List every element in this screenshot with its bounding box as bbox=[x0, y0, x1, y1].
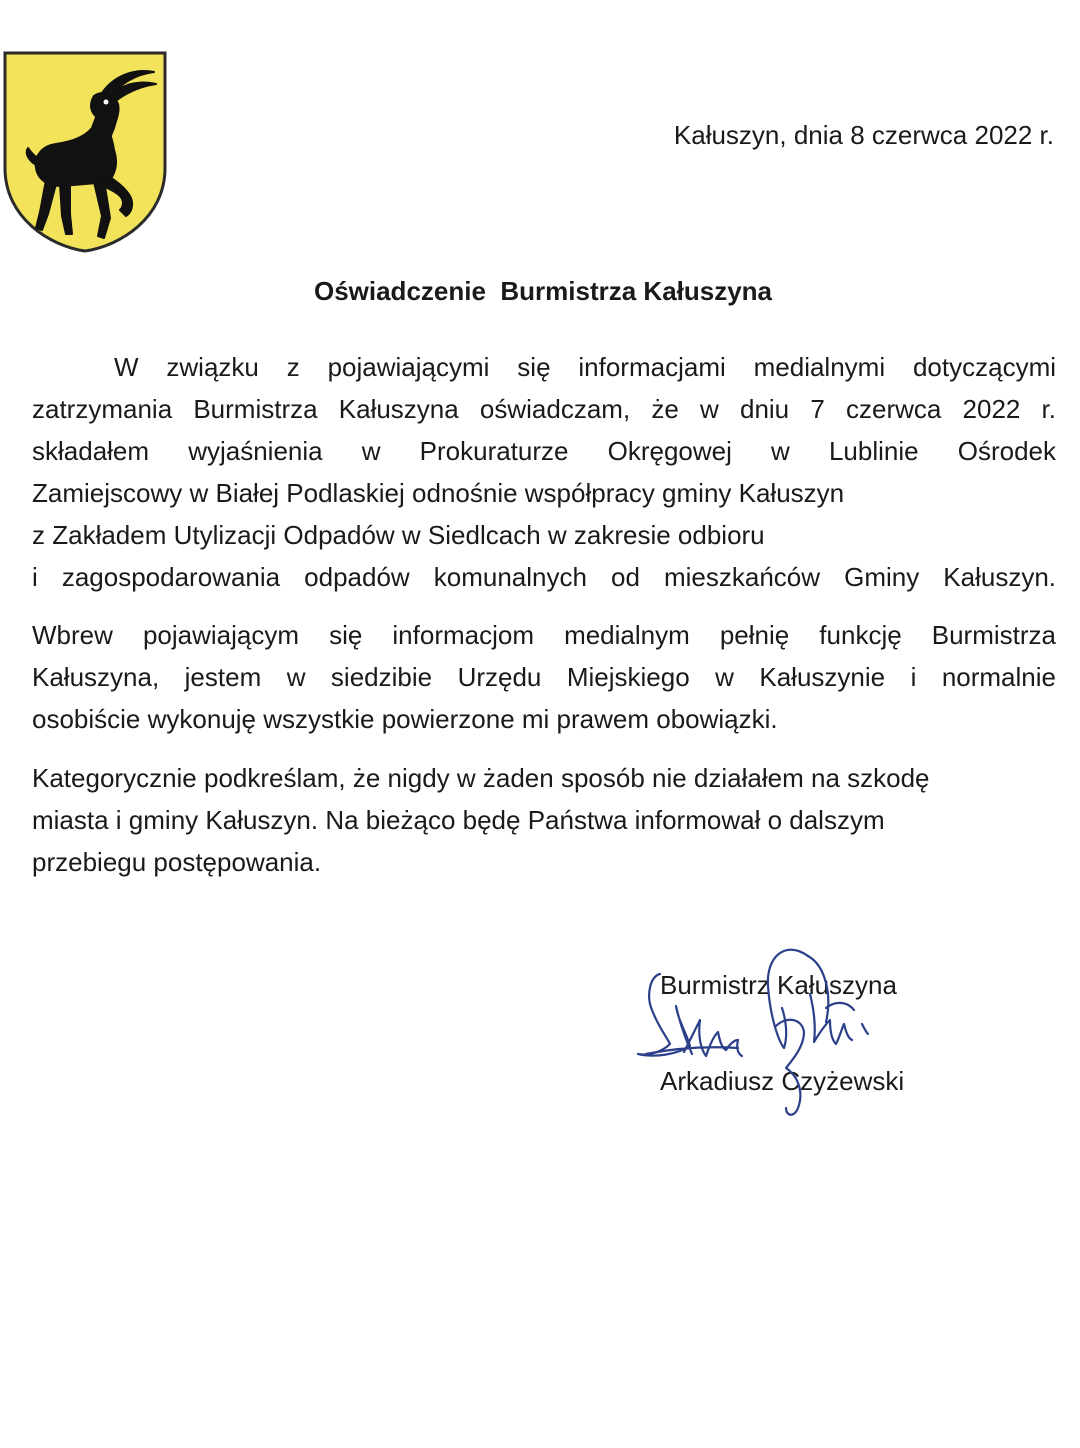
paragraph-line: Zamiejscowy w Białej Podlaskiej odnośnie współpracy gminy Kałuszyn bbox=[32, 478, 845, 508]
paragraph-3 bbox=[32, 757, 1056, 883]
signatory-name: Arkadiusz Czyżewski bbox=[660, 1066, 905, 1096]
paragraph-line: z Zakładem Utylizacji Odpadów w Siedlcach w zakresie odbioru bbox=[32, 520, 765, 550]
paragraph-2 bbox=[32, 614, 1056, 740]
paragraph-line: osobiście wykonuję wszystkie powierzone mi prawem obowiązki. bbox=[32, 704, 778, 734]
paragraph-line: W związku z pojawiającymi się informacjami medialnymi dotyczącymi bbox=[114, 352, 1056, 382]
paragraph-line: Wbrew pojawiającym się informacjom medialnym pełnię funkcję Burmistrza bbox=[32, 620, 1056, 650]
paragraph-1 bbox=[32, 346, 1056, 598]
paragraph-line: Kategorycznie podkreślam, że nigdy w żaden sposób nie działałem na szkodę bbox=[32, 763, 930, 793]
paragraph-line: składałem wyjaśnienia w Prokuraturze Okręgowej w Lublinie Ośrodek bbox=[32, 436, 1056, 466]
paragraph-line: i zagospodarowania odpadów komunalnych od mieszkańców Gminy Kałuszyn. bbox=[32, 562, 1056, 592]
paragraph-line: miasta i gminy Kałuszyn. Na bieżąco będę Państwa informował o dalszym bbox=[32, 805, 885, 835]
coat-of-arms-icon bbox=[2, 50, 168, 254]
handwritten-signature-icon bbox=[626, 936, 896, 1126]
place-and-date: Kałuszyn, dnia 8 czerwca 2022 r. bbox=[673, 120, 1054, 150]
signatory-role: Burmistrz Kałuszyna bbox=[660, 970, 897, 1000]
document-title: Oświadczenie Burmistrza Kałuszyna bbox=[313, 276, 773, 306]
paragraph-line: przebiegu postępowania. bbox=[32, 847, 322, 877]
paragraph-line: Kałuszyna, jestem w siedzibie Urzędu Miejskiego w Kałuszynie i normalnie bbox=[32, 662, 1056, 692]
paragraph-line: zatrzymania Burmistrza Kałuszyna oświadczam, że w dniu 7 czerwca 2022 r. bbox=[32, 394, 1056, 424]
